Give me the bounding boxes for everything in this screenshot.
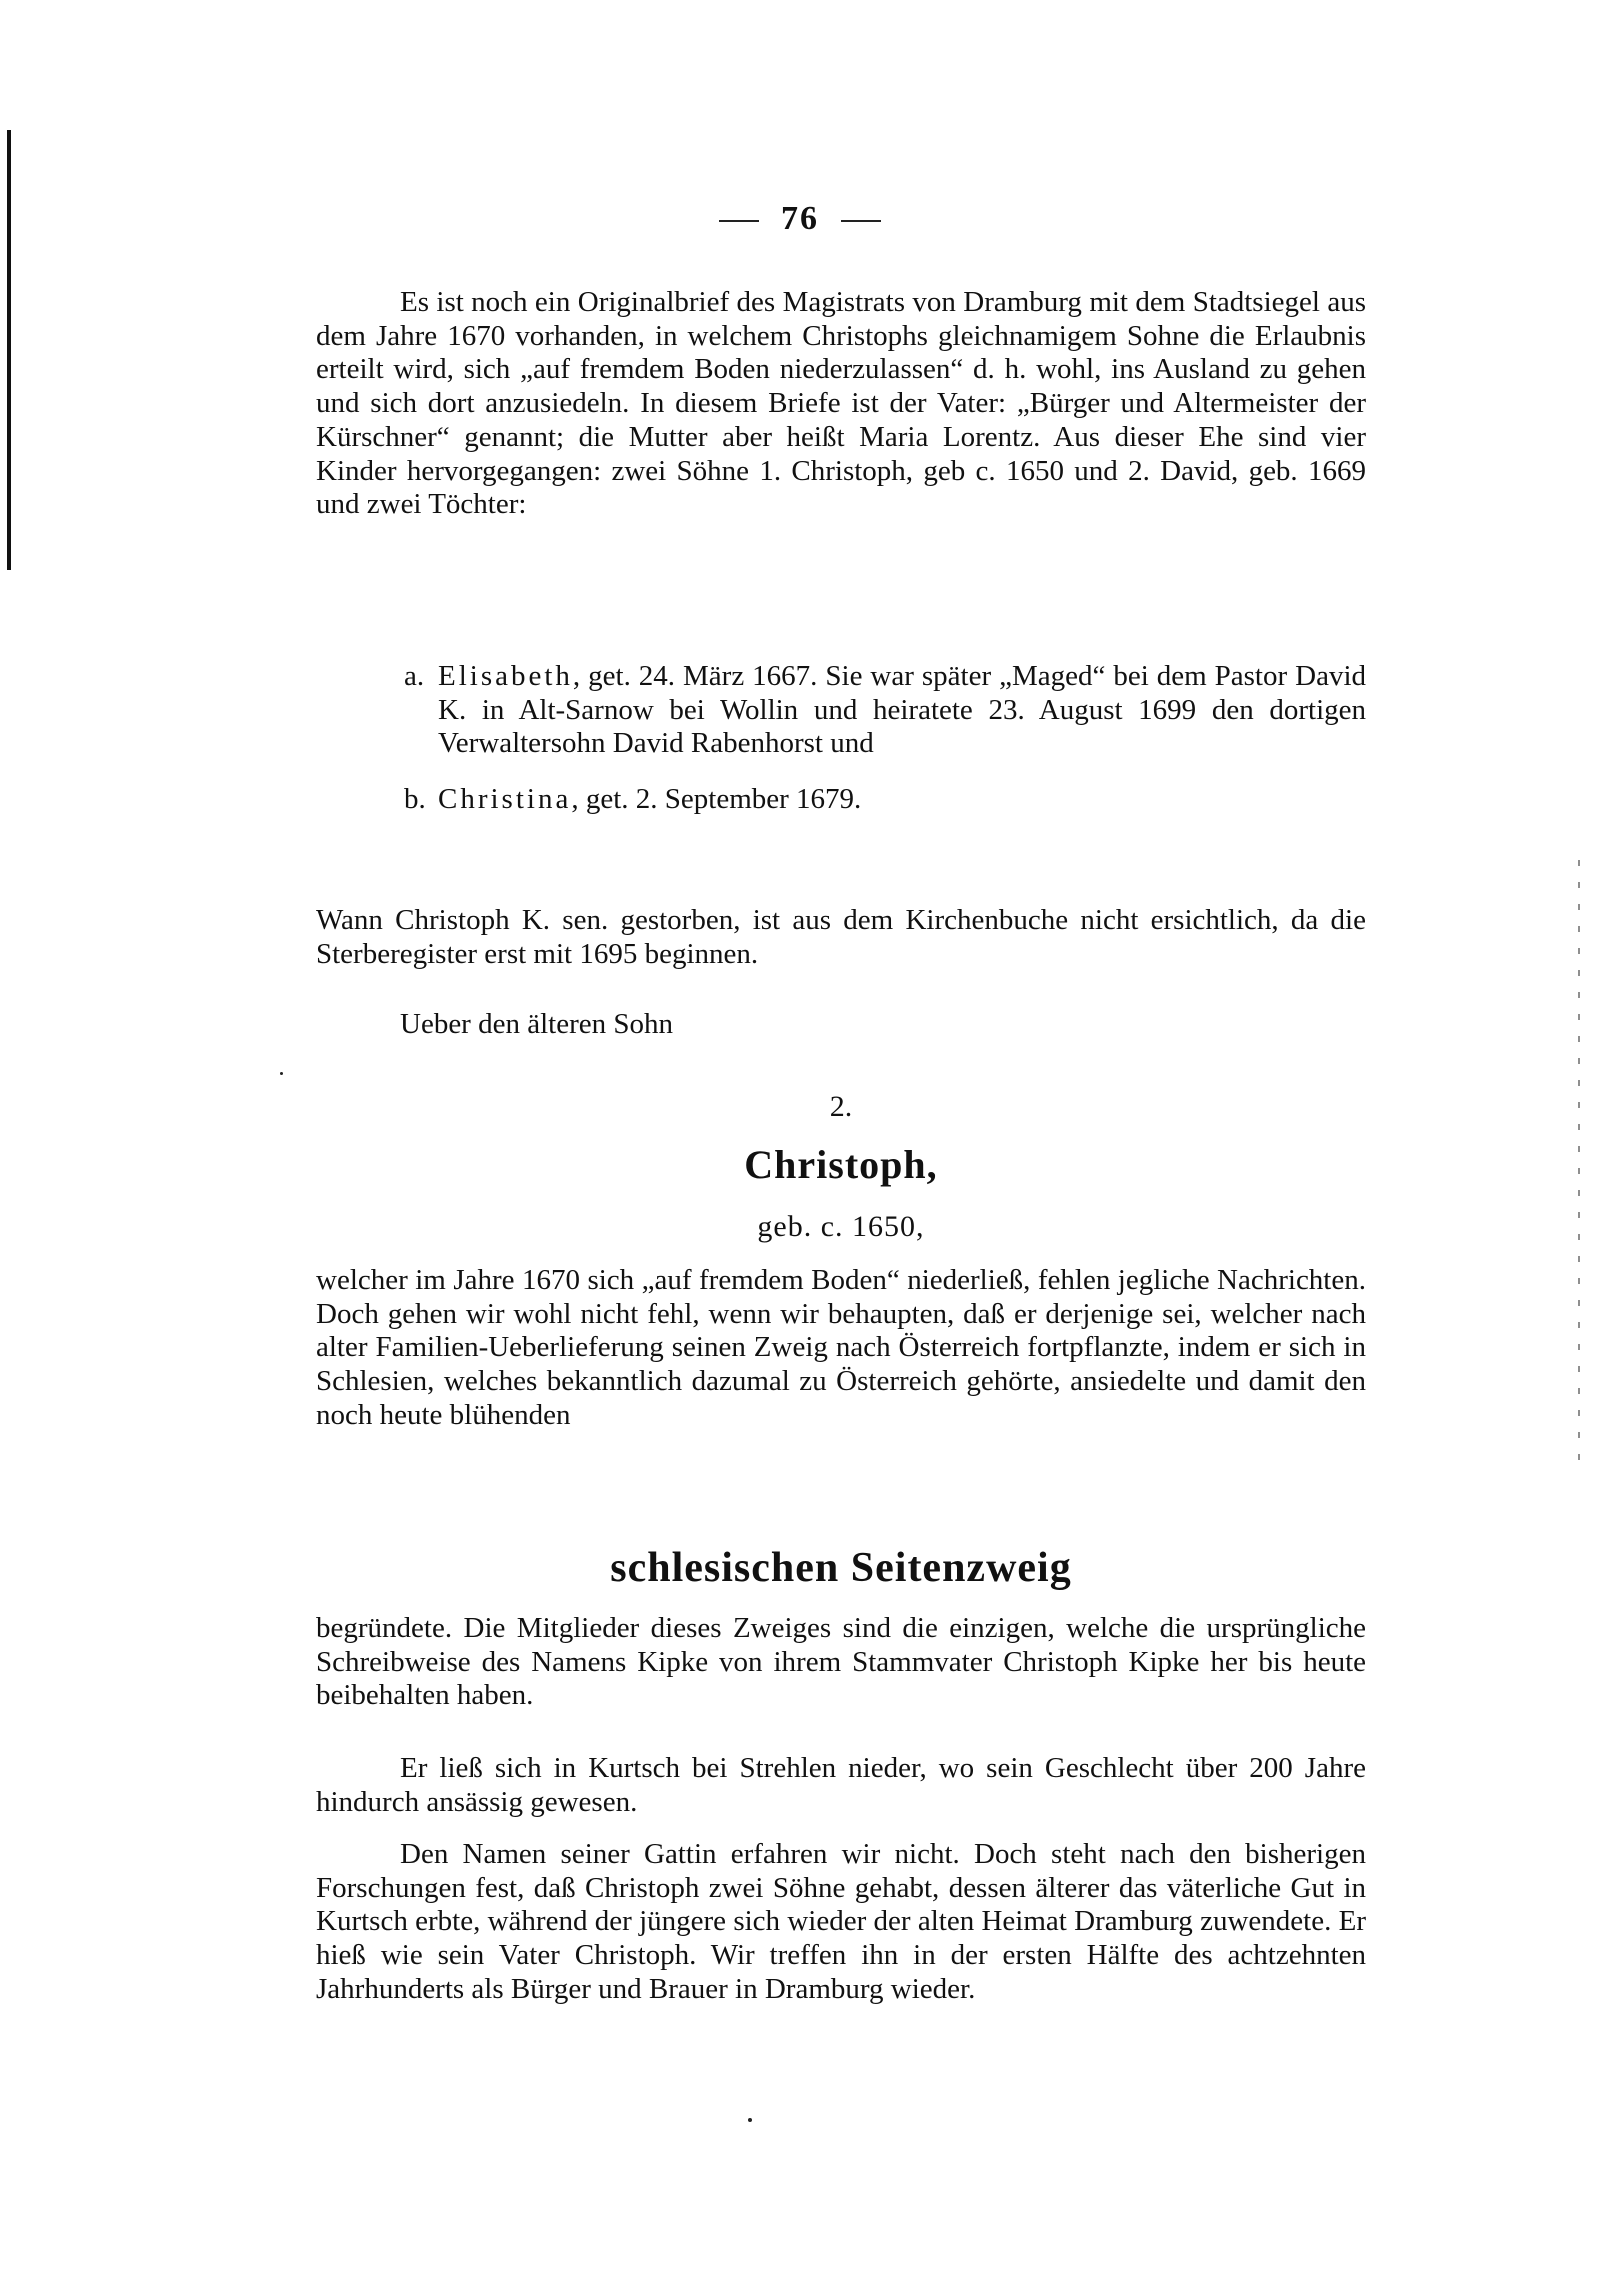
list-item-christina xyxy=(404,783,1366,817)
paragraph-branch-members: begründete. Die Mitglieder dieses Zweiges sind die einzigen, welche die ursprüngliche Schreibweise des Namens Kipke von ihrem Stammvater Christoph Kipke her bis heute beibehalten haben. xyxy=(316,1612,1366,1712)
page-number-dash-right xyxy=(841,220,881,222)
section-subtitle xyxy=(316,1210,1366,1244)
list-item-text: , get. 2. September 1679. xyxy=(571,783,862,816)
page-number-value: 76 xyxy=(781,200,819,237)
section-person-name: Christoph, xyxy=(744,1142,938,1187)
person-name: Christina xyxy=(438,783,572,816)
text-block-2 xyxy=(316,904,1366,971)
list-item-elisabeth xyxy=(404,660,1366,761)
text-block-4 xyxy=(316,1264,1366,1433)
text-block-1 xyxy=(316,286,1366,522)
person-name: Elisabeth xyxy=(438,660,573,692)
text-block-7 xyxy=(316,1838,1366,2007)
section-heading xyxy=(316,1090,1366,1124)
list-marker: a. xyxy=(404,660,425,692)
scan-edge-mark xyxy=(1578,860,1580,1460)
branch-heading: schlesischen Seitenzweig xyxy=(610,1545,1072,1591)
text-block-5 xyxy=(316,1612,1366,1713)
scan-speck xyxy=(280,1072,283,1075)
page-number-dash-left xyxy=(719,220,759,222)
section-title xyxy=(316,1140,1366,1190)
list-item-text: , get. 24. März 1667. Sie war später „Maged“ bei dem Pastor David K. in Alt-Sarnow bei Wollin und heiratete 23. August 1699 den dortigen Verwaltersohn David Rabenhorst und xyxy=(438,660,1366,760)
paragraph-original-letter: Es ist noch ein Originalbrief des Magistrats von Dramburg mit dem Stadtsiegel aus dem Jahre 1670 vorhanden, in welchem Christophs gleichnamigem Sohne die Erlaubnis erteilt wird, sich „auf fremdem Boden niederzulassen“ d. h. wohl, ins Ausland zu gehen und sich dort anzusiedeln. In diesem Briefe ist der Vater: „Bürger und Altermeister der Kürschner“ genannt; die Mutter aber heißt Maria Lorentz. Aus dieser Ehe sind vier Kinder hervorgegangen: zwei Söhne 1. Christoph, geb c. 1650 und 2. David, geb. 1669 und zwei Töchter: xyxy=(316,286,1366,521)
paragraph-elder-son-intro: Ueber den älteren Sohn xyxy=(400,1008,673,1040)
list-marker: b. xyxy=(404,783,426,816)
paragraph-sons: Den Namen seiner Gattin erfahren wir nicht. Doch steht nach den bisherigen Forschungen fest, daß Christoph zwei Söhne gehabt, dessen älterer das väterliche Gut in Kurtsch erbte, während der jüngere sich wieder der alten Heimat Dramburg zuwendete. Er hieß wie sein Vater Christoph. Wir treffen ihn in der ersten Hälfte des achtzehnten Jahrhunderts als Bürger und Brauer in Dramburg wieder. xyxy=(316,1838,1366,2005)
paragraph-emigration: welcher im Jahre 1670 sich „auf fremdem Boden“ niederließ, fehlen jegliche Nachrichten. Doch gehen wir wohl nicht fehl, wenn wir behaupten, daß er derjenige sei, welcher nach alter Familien-Ueberlieferung seinen Zweig nach Österreich fortpflanzte, indem er sich in Schlesien, welches bekanntlich dazumal zu Österreich gehörte, ansiedelte und damit den noch heute blühenden xyxy=(316,1264,1366,1431)
text-block-3 xyxy=(316,1008,1366,1042)
section-number: 2. xyxy=(829,1090,853,1123)
branch-heading-block xyxy=(316,1540,1366,1596)
scan-speck xyxy=(748,2118,752,2122)
text-block-6 xyxy=(316,1752,1366,1819)
paragraph-death-record: Wann Christoph K. sen. gestorben, ist aus dem Kirchenbuche nicht ersichtlich, da die Sterberegister erst mit 1695 beginnen. xyxy=(316,904,1366,970)
scan-margin-bar xyxy=(7,130,11,570)
daughters-list xyxy=(316,660,1366,817)
page-number xyxy=(0,200,1600,238)
paragraph-settlement: Er ließ sich in Kurtsch bei Strehlen nieder, wo sein Geschlecht über 200 Jahre hindurch ansässig gewesen. xyxy=(316,1752,1366,1818)
section-birth-date: geb. c. 1650, xyxy=(757,1210,925,1243)
